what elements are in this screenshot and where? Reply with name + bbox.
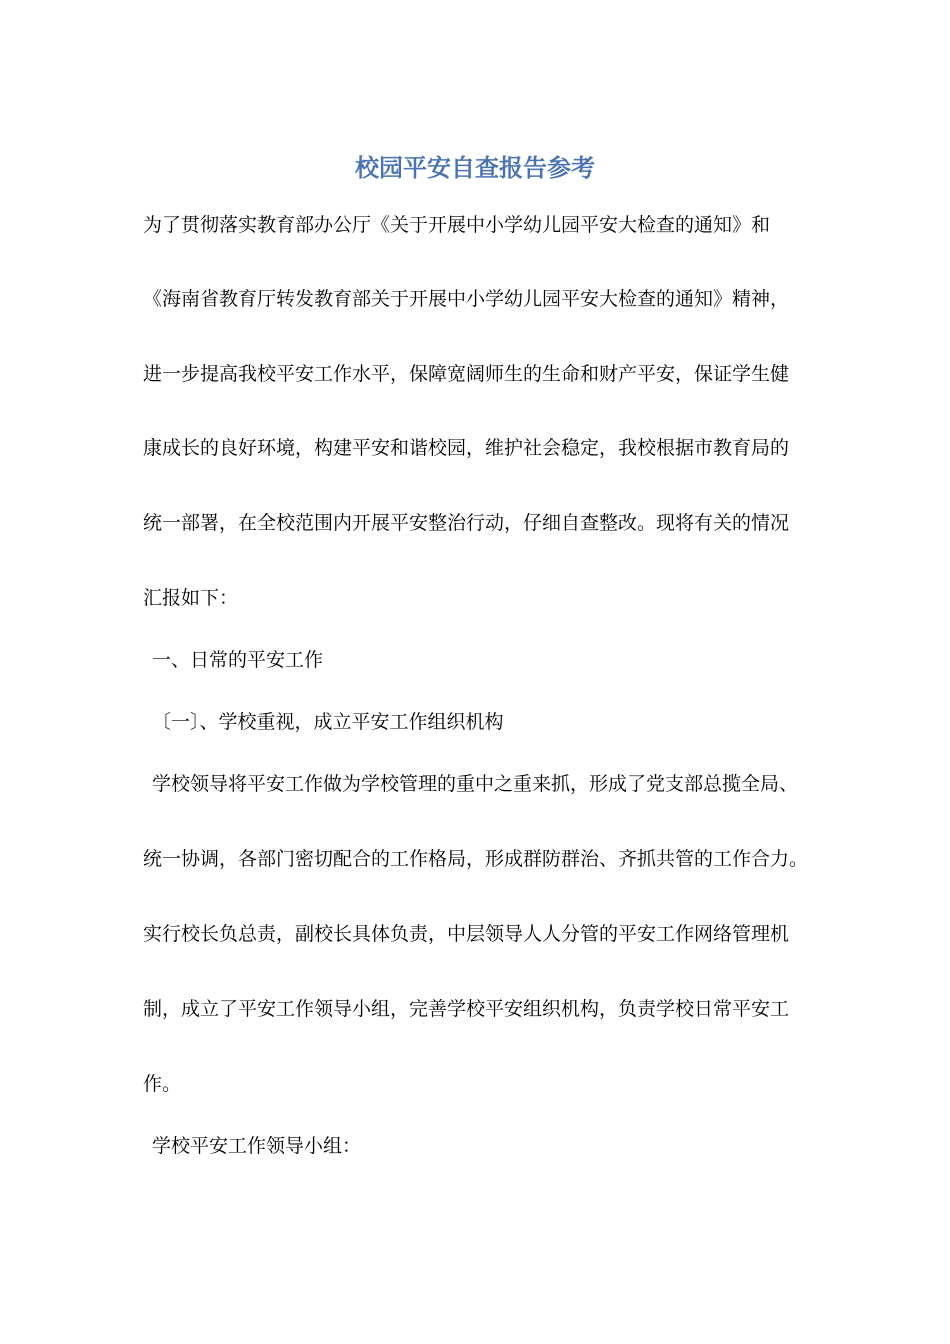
paragraph-line-8: 统一协调，各部门密切配合的工作格局，形成群防群治、齐抓共管的工作合力。 [143, 848, 809, 870]
paragraph-line-2: 《海南省教育厅转发教育部关于开展中小学幼儿园平安大检查的通知》精神， [143, 288, 790, 310]
document-title: 校园平安自查报告参考 [355, 153, 595, 182]
section-heading-1: 一、日常的平安工作 [152, 649, 324, 671]
subsection-heading-1: 〔一〕、学校重视，成立平安工作组织机构 [152, 711, 504, 733]
group-heading: 学校平安工作领导小组： [152, 1135, 362, 1157]
paragraph-line-6: 汇报如下： [143, 587, 239, 609]
paragraph-line-3: 进一步提高我校平安工作水平，保障宽阔师生的生命和财产平安，保证学生健 [143, 363, 790, 385]
paragraph-line-4: 康成长的良好环境，构建平安和谐校园，维护社会稳定，我校根据市教育局的 [143, 437, 790, 459]
paragraph-line-7: 学校领导将平安工作做为学校管理的重中之重来抓，形成了党支部总揽全局、 [152, 773, 799, 795]
paragraph-line-10: 制，成立了平安工作领导小组，完善学校平安组织机构，负责学校日常平安工 [143, 998, 790, 1020]
paragraph-line-9: 实行校长负总责，副校长具体负责，中层领导人人分管的平安工作网络管理机 [143, 923, 790, 945]
paragraph-line-11: 作。 [143, 1073, 182, 1095]
paragraph-line-5: 统一部署，在全校范围内开展平安整治行动，仔细自查整改。现将有关的情况 [143, 512, 790, 534]
paragraph-line-1: 为了贯彻落实教育部办公厅《关于开展中小学幼儿园平安大检查的通知》和 [143, 214, 771, 236]
